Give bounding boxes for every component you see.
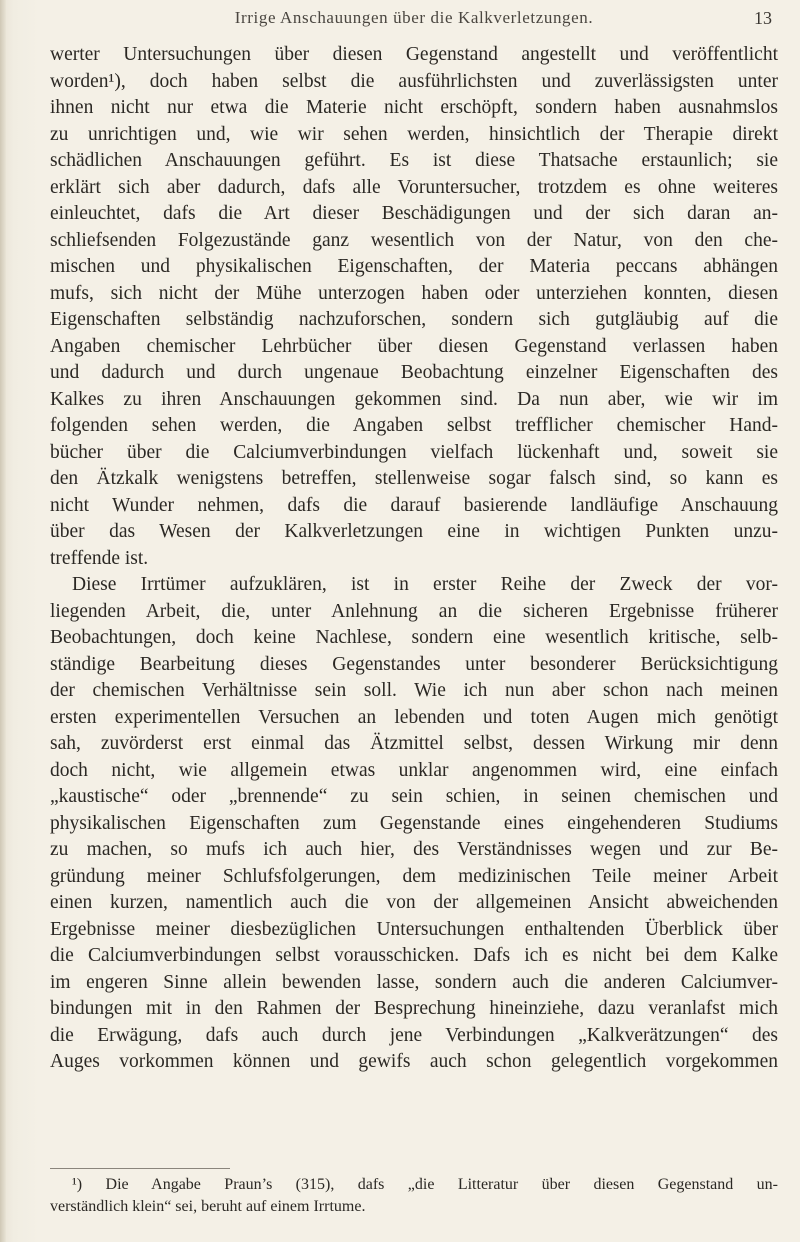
footnote-line: ¹) Die Angabe Praun’s (315), dafs „die Litteratur über diesen Gegenstand un- [72, 1176, 778, 1193]
text-line: ersten experimentellen Versuchen an lebenden und toten Augen mich genötigt [50, 706, 778, 728]
text-line: liegenden Arbeit, die, unter Anlehnung an die sicheren Ergebnisse früherer [50, 600, 778, 622]
text-line: ständige Bearbeitung dieses Gegenstandes unter besonderer Berücksichtigung [50, 653, 778, 675]
text-line: und dadurch und durch ungenaue Beobachtung einzelner Eigenschaften des [50, 362, 778, 383]
text-line: einleuchtet, dafs die Art dieser Beschädigungen und der sich daran an- [50, 203, 778, 224]
text-line: Angaben chemischer Lehrbücher über diesen Gegenstand verlassen haben [50, 335, 778, 357]
text-line: mischen und physikalischen Eigenschaften, der Materia peccans abhängen [50, 256, 778, 277]
text-line: gründung meiner Schlufsfolgerungen, dem medizinischen Teile meiner Arbeit [50, 865, 778, 887]
text-line: doch nicht, wie allgemein etwas unklar angenommen wird, eine einfach [50, 759, 778, 781]
text-line: erklärt sich aber dadurch, dafs alle Voruntersucher, trotzdem es ohne weiteres [50, 176, 778, 198]
text-line: Ergebnisse meiner diesbezüglichen Untersuchungen enthaltenden Überblick über [50, 918, 778, 940]
text-line: sah, zuvörderst erst einmal das Ätzmittel selbst, dessen Wirkung mir denn [50, 733, 778, 754]
text-line: Diese Irrtümer aufzuklären, ist in erster Reihe der Zweck der vor- [72, 574, 778, 595]
text-line: Eigenschaften selbständig nachzuforschen, sondern sich gutgläubig auf die [50, 309, 778, 330]
text-line: treffende ist. [50, 547, 149, 569]
text-line: bücher über die Calciumverbindungen vielfach lückenhaft und, soweit sie [50, 441, 778, 463]
text-line: schliefsenden Folgezustände ganz wesentlich von der Natur, von den che- [50, 229, 778, 251]
text-line: folgenden sehen werden, die Angaben selbst trefflicher chemischer Hand- [50, 415, 778, 436]
text-line: Beobachtungen, doch keine Nachlese, sondern eine wesentlich kritische, selb- [50, 627, 778, 648]
text-line: zu unrichtigen und, wie wir sehen werden, hinsichtlich der Therapie direkt [50, 123, 778, 145]
text-line: ihnen nicht nur etwa die Materie nicht erschöpft, sondern haben ausnahmslos [50, 97, 778, 118]
text-line: der chemischen Verhältnisse sein soll. Wie ich nun aber schon nach meinen [50, 680, 778, 701]
text-line: schädlichen Anschauungen geführt. Es ist diese Thatsache erstaunlich; sie [50, 150, 778, 171]
page-spine-shadow [0, 0, 6, 1242]
text-line: physikalischen Eigenschaften zum Gegenstande eines eingehenderen Studiums [50, 812, 778, 834]
text-line: die Erwägung, dafs auch durch jene Verbindungen „Kalkverätzungen“ des [50, 1024, 778, 1046]
text-line: worden¹), doch haben selbst die ausführlichsten und zuverlässigsten unter [50, 70, 778, 92]
text-line: „kaustische“ oder „brennende“ zu sein schien, in seinen chemischen und [50, 786, 778, 807]
page-header [50, 8, 778, 32]
text-line: mufs, sich nicht der Mühe unterzogen haben oder unterziehen konnten, diesen [50, 282, 778, 304]
text-line: werter Untersuchungen über diesen Gegenstand angestellt und veröffentlicht [50, 44, 778, 65]
page-number: 13 [754, 8, 772, 28]
text-line: nicht Wunder nehmen, dafs die darauf basierende landläufige Anschauung [50, 494, 778, 516]
text-line: zu machen, so mufs ich auch hier, des Verständnisses wegen und zur Be- [50, 839, 778, 860]
running-head: Irrige Anschauungen über die Kalkverletzungen. [234, 8, 594, 27]
text-line: einen kurzen, namentlich auch die von der allgemeinen Ansicht abweichenden [50, 892, 778, 913]
text-line: die Calciumverbindungen selbst vorausschicken. Dafs ich es nicht bei dem Kalke [50, 945, 778, 966]
text-line: Kalkes zu ihren Anschauungen gekommen sind. Da nun aber, wie wir im [50, 388, 778, 410]
text-line: Auges vorkommen können und gewifs auch schon gelegentlich vorgekommen [50, 1051, 778, 1072]
text-line: den Ätzkalk wenigstens betreffen, stellenweise sogar falsch sind, so kann es [50, 468, 778, 489]
body-text [50, 42, 778, 1076]
text-line: über das Wesen der Kalkverletzungen eine in wichtigen Punkten unzu- [50, 521, 778, 542]
footnote-divider [50, 1168, 230, 1169]
footnote [50, 1174, 778, 1218]
footnote-line: verständlich klein“ sei, beruht auf einem Irrtume. [50, 1198, 366, 1215]
text-line: im engeren Sinne allein bewenden lasse, sondern auch die anderen Calciumver- [50, 971, 778, 993]
text-line: bindungen mit in den Rahmen der Besprechung hineinziehe, dazu veranlafst mich [50, 998, 778, 1019]
